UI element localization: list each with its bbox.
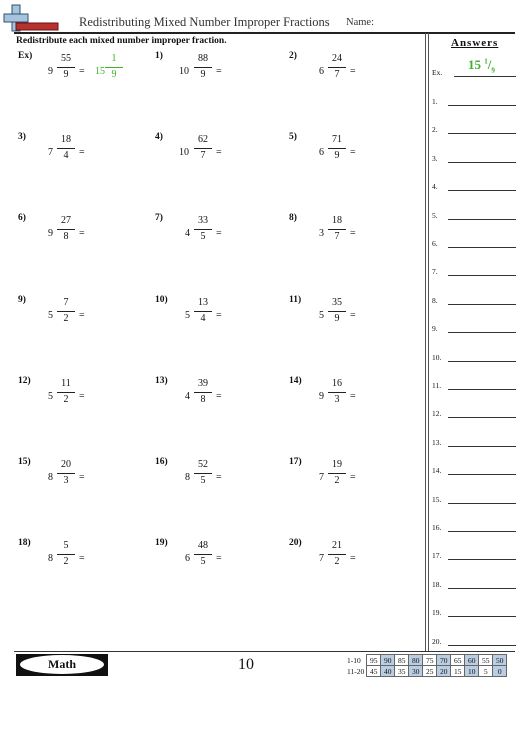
denominator: 5 xyxy=(200,556,206,567)
fraction xyxy=(328,216,346,242)
fraction xyxy=(194,216,212,242)
answer-denominator: 9 xyxy=(111,69,117,80)
whole-number: 10 xyxy=(179,66,189,77)
problem-item xyxy=(155,295,285,335)
answer-label: 19. xyxy=(432,608,442,618)
fraction xyxy=(57,298,75,324)
answer-label: 12. xyxy=(432,409,442,419)
page-title: Redistributing Mixed Number Improper Fractions xyxy=(79,15,330,29)
problem-item xyxy=(289,51,419,91)
answer-line[interactable] xyxy=(432,146,516,166)
answer-numerator: 1 xyxy=(105,54,123,68)
problem-number: 11) xyxy=(289,295,302,305)
fraction xyxy=(57,216,75,242)
fraction xyxy=(328,379,346,405)
denominator: 4 xyxy=(63,150,69,161)
denominator: 9 xyxy=(334,150,340,161)
answer-label: 16. xyxy=(432,523,442,532)
equals-sign: = xyxy=(350,66,356,77)
numerator: 39 xyxy=(194,379,212,393)
answer-underline xyxy=(448,332,516,333)
answers-heading: Answers xyxy=(451,37,499,49)
answer-label: 10. xyxy=(432,352,442,362)
answer-label: 11. xyxy=(432,381,442,390)
equals-sign: = xyxy=(79,391,85,402)
whole-number: 6 xyxy=(185,553,190,564)
denominator: 3 xyxy=(334,394,340,405)
equals-sign: = xyxy=(350,472,356,483)
instructions: Redistribute each mixed number improper fraction. xyxy=(16,36,227,46)
equals-sign: = xyxy=(350,228,356,239)
problem-count: 10 xyxy=(238,656,254,673)
score-cell: 90 xyxy=(381,655,395,666)
numerator: 88 xyxy=(194,54,212,68)
score-cell: 85 xyxy=(395,655,409,666)
answer-line[interactable] xyxy=(432,430,516,450)
fraction xyxy=(57,460,75,486)
whole-number: 7 xyxy=(48,147,53,158)
problem-item xyxy=(289,457,419,497)
fraction xyxy=(328,541,346,567)
answer-underline xyxy=(448,361,516,362)
denominator: 8 xyxy=(63,231,69,242)
answer-label: 2. xyxy=(432,125,438,135)
problem-number: 16) xyxy=(155,457,168,467)
answer-line[interactable] xyxy=(432,515,516,535)
problem-number: 7) xyxy=(155,213,163,223)
answer-line[interactable] xyxy=(432,231,516,251)
whole-number: 5 xyxy=(48,391,53,402)
whole-number: 7 xyxy=(319,553,324,564)
score-cell: 60 xyxy=(465,655,479,666)
whole-number: 7 xyxy=(319,472,324,483)
score-cell: 15 xyxy=(451,666,465,677)
score-row-label: 11-20 xyxy=(347,666,365,676)
problem-number: 20) xyxy=(289,538,302,548)
answer-label: 17. xyxy=(432,551,442,561)
denominator: 9 xyxy=(200,69,206,80)
score-cell: 10 xyxy=(465,666,479,677)
numerator: 13 xyxy=(194,298,212,312)
equals-sign: = xyxy=(79,66,85,77)
whole-number: 9 xyxy=(48,228,53,239)
fraction xyxy=(194,298,212,324)
problem-number: 8) xyxy=(289,213,297,223)
equals-sign: = xyxy=(216,553,222,564)
numerator: 20 xyxy=(57,460,75,474)
answer-column-divider xyxy=(425,33,426,651)
problem-number: 12) xyxy=(18,376,31,386)
problem-number: 17) xyxy=(289,457,302,467)
score-cell: 45 xyxy=(367,666,381,677)
answer-label: 5. xyxy=(432,210,438,220)
score-cell: 30 xyxy=(409,666,423,677)
answer-label: Ex. xyxy=(432,68,443,77)
fraction xyxy=(57,541,75,567)
score-table xyxy=(345,654,507,677)
whole-number: 5 xyxy=(185,310,190,321)
answer-line[interactable] xyxy=(432,117,516,137)
problem-item xyxy=(289,213,419,253)
denominator: 2 xyxy=(334,556,340,567)
equals-sign: = xyxy=(79,228,85,239)
problem-item xyxy=(289,295,419,335)
answer-label: 8. xyxy=(432,295,438,305)
fraction xyxy=(194,541,212,567)
score-cell: 0 xyxy=(493,666,507,677)
numerator: 27 xyxy=(57,216,75,230)
problem-number: 2) xyxy=(289,51,297,61)
denominator: 5 xyxy=(200,231,206,242)
numerator: 48 xyxy=(194,541,212,555)
whole-number: 6 xyxy=(319,66,324,77)
answer-line[interactable] xyxy=(432,259,516,279)
answer-label: 20. xyxy=(432,636,442,646)
numerator: 19 xyxy=(328,460,346,474)
problem-number: 15) xyxy=(18,457,31,467)
equals-sign: = xyxy=(216,391,222,402)
answer-underline xyxy=(448,446,516,447)
numerator: 16 xyxy=(328,379,346,393)
numerator: 24 xyxy=(328,54,346,68)
denominator: 8 xyxy=(200,394,206,405)
whole-number: 4 xyxy=(185,391,190,402)
problem-item xyxy=(289,376,419,416)
fraction xyxy=(57,135,75,161)
problem-number: 10) xyxy=(155,295,168,305)
equals-sign: = xyxy=(79,553,85,564)
fraction xyxy=(194,135,212,161)
answer-underline xyxy=(448,645,516,646)
denominator: 2 xyxy=(63,556,69,567)
problem-item xyxy=(155,457,285,497)
fraction xyxy=(328,298,346,324)
whole-number: 10 xyxy=(179,147,189,158)
answer-column-divider xyxy=(428,33,429,651)
score-cell: 5 xyxy=(479,666,493,677)
plus-minus-icon xyxy=(2,3,60,33)
whole-number: 9 xyxy=(48,66,53,77)
score-cell: 65 xyxy=(451,655,465,666)
score-cell: 40 xyxy=(381,666,395,677)
problem-number: 1) xyxy=(155,51,163,61)
whole-number: 4 xyxy=(185,228,190,239)
whole-number: 3 xyxy=(319,228,324,239)
numerator: 7 xyxy=(57,298,75,312)
denominator: 5 xyxy=(200,475,206,486)
numerator: 5 xyxy=(57,541,75,555)
score-cell: 95 xyxy=(367,655,381,666)
answer-line[interactable] xyxy=(432,288,516,308)
equals-sign: = xyxy=(350,310,356,321)
denominator: 7 xyxy=(200,150,206,161)
answer-label: 9. xyxy=(432,324,438,334)
answer-line[interactable] xyxy=(432,203,516,223)
problem-item xyxy=(18,295,148,335)
answer-underline xyxy=(448,247,516,248)
example-problem xyxy=(18,51,148,91)
equals-sign: = xyxy=(216,472,222,483)
numerator: 18 xyxy=(328,216,346,230)
answer-underline xyxy=(448,190,516,191)
denominator: 4 xyxy=(200,313,206,324)
score-cell: 75 xyxy=(423,655,437,666)
score-cell: 80 xyxy=(409,655,423,666)
numerator: 18 xyxy=(57,135,75,149)
example-answer-value: 15 $^1/_9$ xyxy=(468,57,495,75)
answer-label: 1. xyxy=(432,97,438,106)
problem-item xyxy=(155,376,285,416)
answer-underline xyxy=(448,417,516,418)
score-cell: 55 xyxy=(479,655,493,666)
answer-underline xyxy=(448,133,516,134)
fraction xyxy=(57,54,75,80)
problem-number: 5) xyxy=(289,132,297,142)
answer-line[interactable] xyxy=(432,89,516,109)
answer-line[interactable] xyxy=(432,316,516,336)
header-divider xyxy=(14,32,515,34)
answer-underline xyxy=(448,616,516,617)
answer-underline xyxy=(448,559,516,560)
answer-label: 18. xyxy=(432,579,442,589)
problem-item xyxy=(18,213,148,253)
problem-item xyxy=(18,132,148,172)
score-row xyxy=(345,655,507,666)
answer-line[interactable] xyxy=(432,345,516,365)
answer-line[interactable] xyxy=(432,600,516,620)
problem-number: Ex) xyxy=(18,51,33,61)
equals-sign: = xyxy=(79,147,85,158)
answer-label: 13. xyxy=(432,437,442,447)
answer-whole: 15 xyxy=(95,66,105,77)
answer-underline xyxy=(448,503,516,504)
answer-underline xyxy=(448,588,516,589)
score-cell: 25 xyxy=(423,666,437,677)
denominator: 2 xyxy=(63,313,69,324)
answer-label: 15. xyxy=(432,494,442,504)
fraction xyxy=(328,54,346,80)
answer-example-line xyxy=(432,57,516,80)
denominator: 9 xyxy=(334,313,340,324)
whole-number: 8 xyxy=(48,553,53,564)
numerator: 33 xyxy=(194,216,212,230)
answer-underline xyxy=(448,219,516,220)
denominator: 7 xyxy=(334,231,340,242)
problem-number: 3) xyxy=(18,132,26,142)
equals-sign: = xyxy=(216,147,222,158)
denominator: 7 xyxy=(334,69,340,80)
answer-line[interactable] xyxy=(432,401,516,421)
equals-sign: = xyxy=(216,310,222,321)
answer-line[interactable] xyxy=(432,629,516,649)
numerator: 11 xyxy=(57,379,75,393)
denominator: 2 xyxy=(334,475,340,486)
equals-sign: = xyxy=(350,147,356,158)
numerator: 55 xyxy=(57,54,75,68)
problem-item xyxy=(18,376,148,416)
score-cell: 35 xyxy=(395,666,409,677)
problem-number: 6) xyxy=(18,213,26,223)
problem-number: 13) xyxy=(155,376,168,386)
problem-item xyxy=(155,51,285,91)
answer-underline xyxy=(454,76,516,77)
equals-sign: = xyxy=(216,66,222,77)
score-cell: 70 xyxy=(437,655,451,666)
equals-sign: = xyxy=(79,472,85,483)
whole-number: 5 xyxy=(48,310,53,321)
answer-label: 4. xyxy=(432,182,438,192)
numerator: 52 xyxy=(194,460,212,474)
numerator: 71 xyxy=(328,135,346,149)
denominator: 3 xyxy=(63,475,69,486)
answer-underline xyxy=(448,389,516,390)
fraction xyxy=(194,460,212,486)
fraction xyxy=(57,379,75,405)
score-row-label: 1-10 xyxy=(347,655,361,665)
answer-underline xyxy=(448,162,516,163)
problem-number: 9) xyxy=(18,295,26,305)
problem-number: 19) xyxy=(155,538,168,548)
numerator: 35 xyxy=(328,298,346,312)
answer-underline xyxy=(448,474,516,475)
answer-line[interactable] xyxy=(432,373,516,393)
whole-number: 5 xyxy=(319,310,324,321)
answer-line[interactable] xyxy=(432,543,516,563)
answer-line[interactable] xyxy=(432,458,516,478)
answer-line[interactable] xyxy=(432,487,516,507)
equals-sign: = xyxy=(350,391,356,402)
score-row xyxy=(345,666,507,677)
problem-item xyxy=(18,457,148,497)
equals-sign: = xyxy=(350,553,356,564)
problem-number: 18) xyxy=(18,538,31,548)
score-cell: 50 xyxy=(493,655,507,666)
answer-label: 6. xyxy=(432,239,438,248)
equals-sign: = xyxy=(79,310,85,321)
subject-badge: Math xyxy=(20,655,104,674)
answer-label: 14. xyxy=(432,466,442,476)
whole-number: 8 xyxy=(185,472,190,483)
answer-underline xyxy=(448,275,516,276)
fraction xyxy=(328,135,346,161)
whole-number: 6 xyxy=(319,147,324,158)
problem-item xyxy=(155,213,285,253)
fraction xyxy=(194,379,212,405)
equals-sign: = xyxy=(216,228,222,239)
answer-underline xyxy=(448,304,516,305)
fraction xyxy=(194,54,212,80)
denominator: 2 xyxy=(63,394,69,405)
whole-number: 9 xyxy=(319,391,324,402)
score-cell: 20 xyxy=(437,666,451,677)
problem-number: 4) xyxy=(155,132,163,142)
problem-item xyxy=(18,538,148,578)
problem-item xyxy=(289,538,419,578)
denominator: 9 xyxy=(63,69,69,80)
answer-label: 3. xyxy=(432,153,438,163)
answer-line[interactable] xyxy=(432,572,516,592)
answer-line[interactable] xyxy=(432,174,516,194)
numerator: 62 xyxy=(194,135,212,149)
answer-fraction xyxy=(105,54,123,80)
problem-item xyxy=(289,132,419,172)
numerator: 21 xyxy=(328,541,346,555)
problem-item xyxy=(155,538,285,578)
whole-number: 8 xyxy=(48,472,53,483)
footer-divider xyxy=(14,651,515,652)
answer-underline xyxy=(448,531,516,532)
problem-number: 14) xyxy=(289,376,302,386)
answer-label: 7. xyxy=(432,267,438,277)
answer-underline xyxy=(448,105,516,106)
name-label: Name: xyxy=(346,17,374,28)
problem-item xyxy=(155,132,285,172)
fraction xyxy=(328,460,346,486)
